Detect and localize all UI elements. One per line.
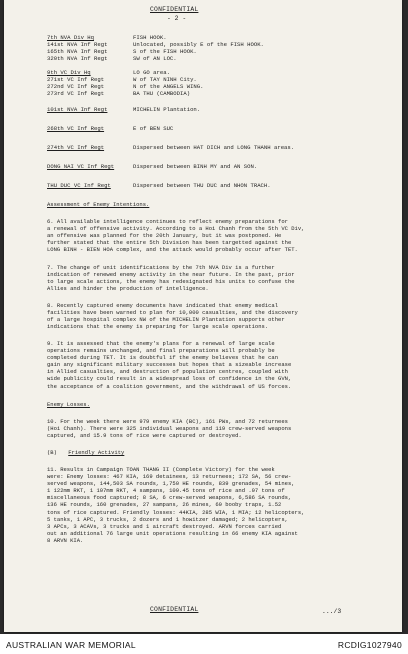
section-title: Friendly Activity bbox=[68, 449, 125, 456]
text-line: 9. It is assessed that the enemy's plans for a renewal of large scale bbox=[47, 340, 275, 347]
text-line: gain any significant military successes but hopes that a sizeable increase bbox=[47, 361, 292, 369]
classification-header: CONFIDENTIAL bbox=[150, 6, 199, 13]
text-line: LONG BINH - BIEN HOA complex, and the attack would probably occur after TET. bbox=[47, 246, 298, 254]
text-line: of a large hospital complex NW of the MICHELIN Plantation supports other bbox=[47, 316, 285, 324]
text-line: a renewal of offensive activity. According to a Hoi Chanh from the 5th VC Div, bbox=[47, 225, 305, 233]
unit-name: 7th NVA Div Hq bbox=[47, 34, 94, 41]
unit-name: DONG NAI VC Inf Regt bbox=[47, 163, 115, 170]
text-line: were: Enemy losses: 467 KIA, 169 detainees, 13 returnees; 172 SA, 56 crew- bbox=[47, 473, 292, 481]
text-line: an offensive was planned for the 20th January, but it was postponed. He bbox=[47, 232, 282, 240]
text-line: served weapons, 144,503 SA rounds, 1,750 HE rounds, 839 grenades, 54 mines, bbox=[47, 480, 295, 488]
unit-location: SW of AN LOC. bbox=[133, 55, 177, 62]
paragraph-6 bbox=[47, 218, 304, 253]
unit-name: 268th VC Inf Regt bbox=[47, 125, 105, 132]
text-line: (Hoi Chanh). There were 325 individual weapons and 119 crew-served weapons bbox=[47, 425, 292, 433]
text-line: 5 tanks, 1 APC, 3 trucks, 2 dozers and 1 howitzer damaged; 2 helicopters, bbox=[47, 515, 288, 523]
section-heading-losses: Enemy Losses. bbox=[47, 401, 90, 408]
unit-location: Unlocated, possibly E of the FISH HOOK. bbox=[133, 41, 264, 48]
unit-location: BA THU (CAMBODIA) bbox=[133, 90, 191, 97]
unit-name: 271st VC Inf Regt bbox=[47, 76, 105, 83]
unit-name: 141st NVA Inf Regt bbox=[47, 41, 108, 48]
section-heading-assessment: Assessment of Enemy Intentions. bbox=[47, 201, 150, 208]
section-heading-friendly bbox=[47, 449, 124, 456]
unit-name: 165th NVA Inf Regt bbox=[47, 48, 108, 55]
text-line: the acceptance of a coalition government, and the withdrawal of US forces. bbox=[47, 382, 292, 390]
unit-name: 320th NVA Inf Regt bbox=[47, 55, 108, 62]
unit-location: N of the ANGELS WING. bbox=[133, 83, 204, 90]
archive-name: AUSTRALIAN WAR MEMORIAL bbox=[6, 640, 136, 650]
unit-location: W of TAY NINH City. bbox=[133, 76, 197, 83]
unit-location: LO GO area. bbox=[133, 69, 170, 76]
unit-name: 274th VC Inf Regt bbox=[47, 144, 105, 151]
archive-reference: RCDIG1027940 bbox=[337, 640, 402, 650]
unit-location: S of the FISH HOOK. bbox=[133, 48, 197, 55]
text-line: out an additional 76 large unit operations resulting in 66 enemy KIA against bbox=[47, 529, 298, 537]
text-line: indication of renewed enemy activity in the near future. In the past, prior bbox=[47, 271, 295, 279]
paragraph-8 bbox=[47, 302, 298, 330]
text-line: 7. The change of unit identifications by the 7th NVA Div is a further bbox=[47, 264, 275, 271]
unit-location: MICHELIN Plantation. bbox=[133, 106, 201, 113]
archive-footer-bar bbox=[0, 634, 408, 654]
classification-footer: CONFIDENTIAL bbox=[150, 606, 199, 613]
text-line: tons of rice captured. Friendly losses: 44KIA, 285 WIA, 1 MIA; 12 helicopters, bbox=[47, 508, 305, 516]
text-line: in Allied casualties, and destruction of population centres, coupled with bbox=[47, 368, 288, 376]
unit-name: 272nd VC Inf Regt bbox=[47, 83, 105, 90]
paragraph-10 bbox=[47, 418, 291, 439]
text-line: miscellaneous food captured; 8 SA, 6 crew-served weapons, 6,586 SA rounds, bbox=[47, 494, 292, 502]
text-line: operations remains unchanged, and final preparations will probably be bbox=[47, 347, 275, 355]
paragraph-9 bbox=[47, 340, 291, 390]
unit-location: Dispersed between THU DUC and NHON TRACH. bbox=[133, 182, 271, 189]
unit-location: FISH HOOK. bbox=[133, 34, 167, 41]
text-line: 6. All available intelligence continues to reflect enemy preparations for bbox=[47, 218, 288, 225]
paragraph-7 bbox=[47, 264, 295, 292]
text-line: completed during TET. It is doubtful if the enemy believes that he can bbox=[47, 354, 279, 362]
unit-name: 9th VC Div Hq bbox=[47, 69, 91, 76]
text-line: 3 APCs, 3 ACAVs, 3 trucks and 1 aircraft destroyed. ARVN forces carried bbox=[47, 522, 282, 530]
continuation-marker: .../3 bbox=[322, 608, 342, 615]
unit-location: Dispersed between BINH MY and AN SON. bbox=[133, 163, 258, 170]
unit-name: 101st NVA Inf Regt bbox=[47, 106, 108, 113]
unit-name: 273rd VC Inf Regt bbox=[47, 90, 105, 97]
text-line: 136 HE rounds, 160 grenades, 27 sampans, 26 mines, 60 booby traps, 1.52 bbox=[47, 501, 282, 509]
text-line: Allies and hinder the production of intelligence. bbox=[47, 285, 209, 293]
text-line: captured, and 15.9 tons of rice were captured or destroyed. bbox=[47, 432, 242, 440]
paragraph-11 bbox=[47, 466, 304, 544]
text-line: indications that the enemy is preparing for large scale operations. bbox=[47, 323, 269, 331]
section-prefix: (B) bbox=[47, 449, 57, 456]
text-line: 8 ARVN KIA. bbox=[47, 536, 84, 544]
text-line: 8. Recently captured enemy documents have indicated that enemy medical bbox=[47, 302, 279, 309]
text-line: facilities have been warned to plan for 10,000 casualties, and the discovery bbox=[47, 309, 298, 317]
text-line: to large scale actions, the enemy has redesignated his units to confuse the bbox=[47, 278, 295, 286]
text-line: 10. For the week there were 979 enemy KIA (BC), 161 PWs, and 72 returnees bbox=[47, 418, 288, 425]
text-line: 11. Results in Campaign TOAN THANG II (Complete Victory) for the week bbox=[47, 466, 275, 473]
unit-name: THU DUC VC Inf Regt bbox=[47, 182, 111, 189]
page-number: - 2 - bbox=[167, 15, 187, 22]
document-page bbox=[4, 0, 402, 632]
unit-location: Dispersed between HAT DICH and LONG THANH areas. bbox=[133, 144, 295, 151]
unit-location: E of BEN SUC bbox=[133, 125, 174, 132]
text-line: wide publicity could result in a widespread loss of confidence in the GVN, bbox=[47, 375, 292, 383]
text-line: 1 122mm RKT, 1 107mm RKT, 4 sampans, 109.45 tons of rice and .07 tons of bbox=[47, 487, 285, 495]
text-line: further stated that the entire 5th Division has been targetted against the bbox=[47, 239, 292, 247]
